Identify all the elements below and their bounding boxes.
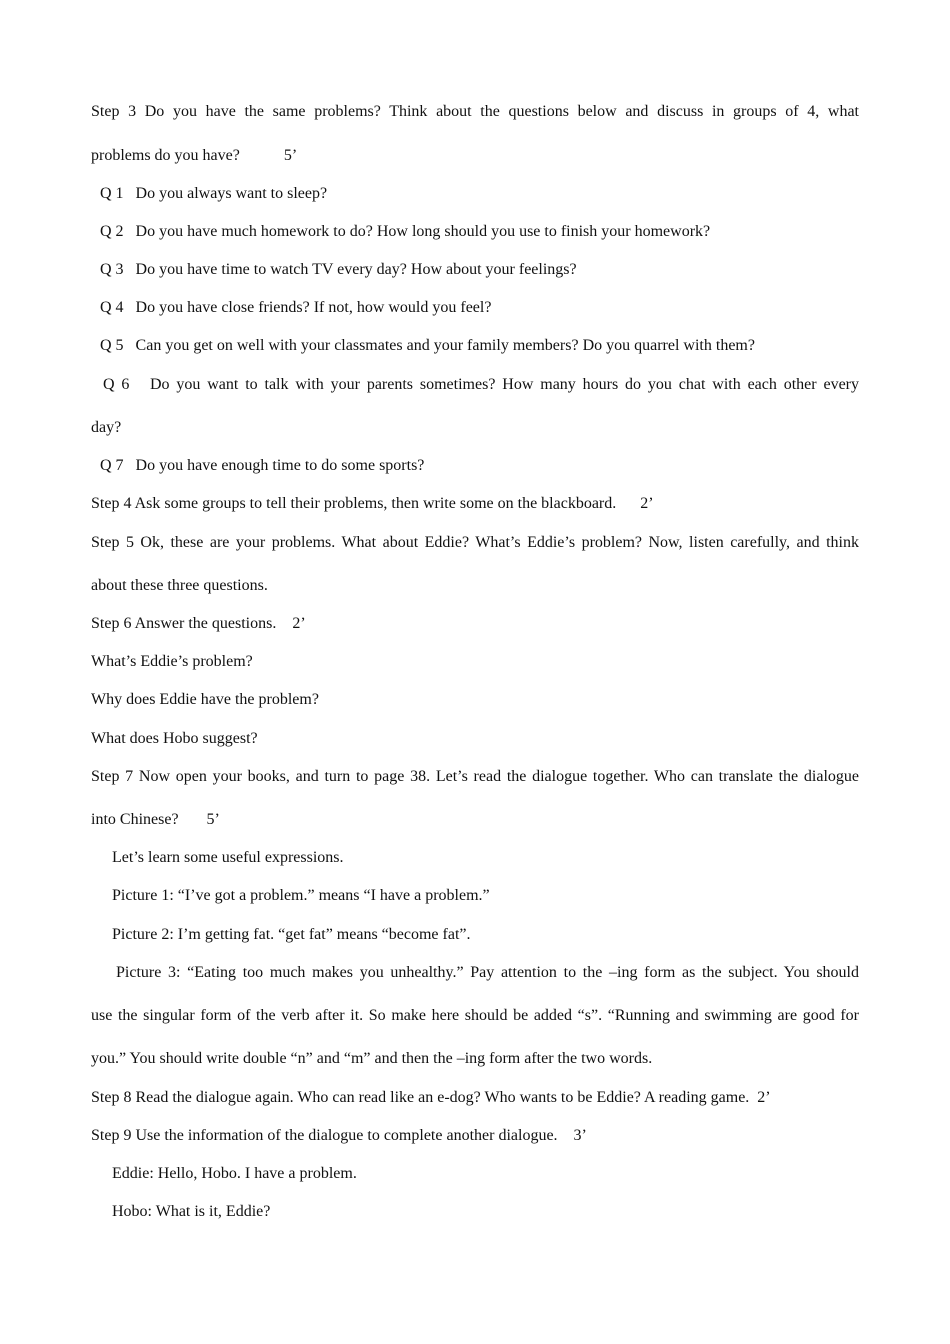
question-2: Q 2 Do you have much homework to do? How long should you use to finish your homework? [100,223,711,240]
picture-3-line-2: use the singular form of the verb after it. So make here should be added “s”. “Running and swimming are good for [91,1007,859,1024]
question-5: Q 5 Can you get on well with your classmates and your family members? Do you quarrel with them? [100,337,755,354]
step-7-line-2: into Chinese? 5’ [91,811,220,828]
step-8: Step 8 Read the dialogue again. Who can read like an e-dog? Who wants to be Eddie? A reading game. 2’ [91,1089,771,1106]
question-3: Q 3 Do you have time to watch TV every day? How about your feelings? [100,261,577,278]
picture-1-note: Picture 1: “I’ve got a problem.” means “I have a problem.” [112,887,490,904]
step-3-line-1: Step 3 Do you have the same problems? Think about the questions below and discuss in groups of 4, what [91,103,859,120]
question-6-line-2: day? [91,419,122,436]
picture-3-line-3: you.” You should write double “n” and “m” and then the –ing form after the two words. [91,1050,653,1067]
expressions-intro: Let’s learn some useful expressions. [112,849,344,866]
step-3-line-2: problems do you have? 5’ [91,147,298,164]
question-1: Q 1 Do you always want to sleep? [100,185,328,202]
picture-3-line-1: Picture 3: “Eating too much makes you unhealthy.” Pay attention to the –ing form as the subject. You should [116,964,859,981]
step-6-question-1: What’s Eddie’s problem? [91,653,253,670]
step-9: Step 9 Use the information of the dialogue to complete another dialogue. 3’ [91,1127,587,1144]
step-4: Step 4 Ask some groups to tell their problems, then write some on the blackboard. 2’ [91,495,654,512]
step-6-question-3: What does Hobo suggest? [91,730,258,747]
step-5-line-2: about these three questions. [91,577,268,594]
dialogue-line-eddie: Eddie: Hello, Hobo. I have a problem. [112,1165,357,1182]
picture-2-note: Picture 2: I’m getting fat. “get fat” means “become fat”. [112,926,471,943]
step-7-line-1: Step 7 Now open your books, and turn to page 38. Let’s read the dialogue together. Who can translate the dialogue [91,768,859,785]
question-4: Q 4 Do you have close friends? If not, how would you feel? [100,299,492,316]
question-6-line-1: Q 6 Do you want to talk with your parents sometimes? How many hours do you chat with each other every [103,376,859,393]
dialogue-line-hobo: Hobo: What is it, Eddie? [112,1203,271,1220]
step-5-line-1: Step 5 Ok, these are your problems. What about Eddie? What’s Eddie’s problem? Now, listen carefully, and think [91,534,859,551]
step-6-question-2: Why does Eddie have the problem? [91,691,319,708]
step-6: Step 6 Answer the questions. 2’ [91,615,306,632]
question-7: Q 7 Do you have enough time to do some sports? [100,457,425,474]
